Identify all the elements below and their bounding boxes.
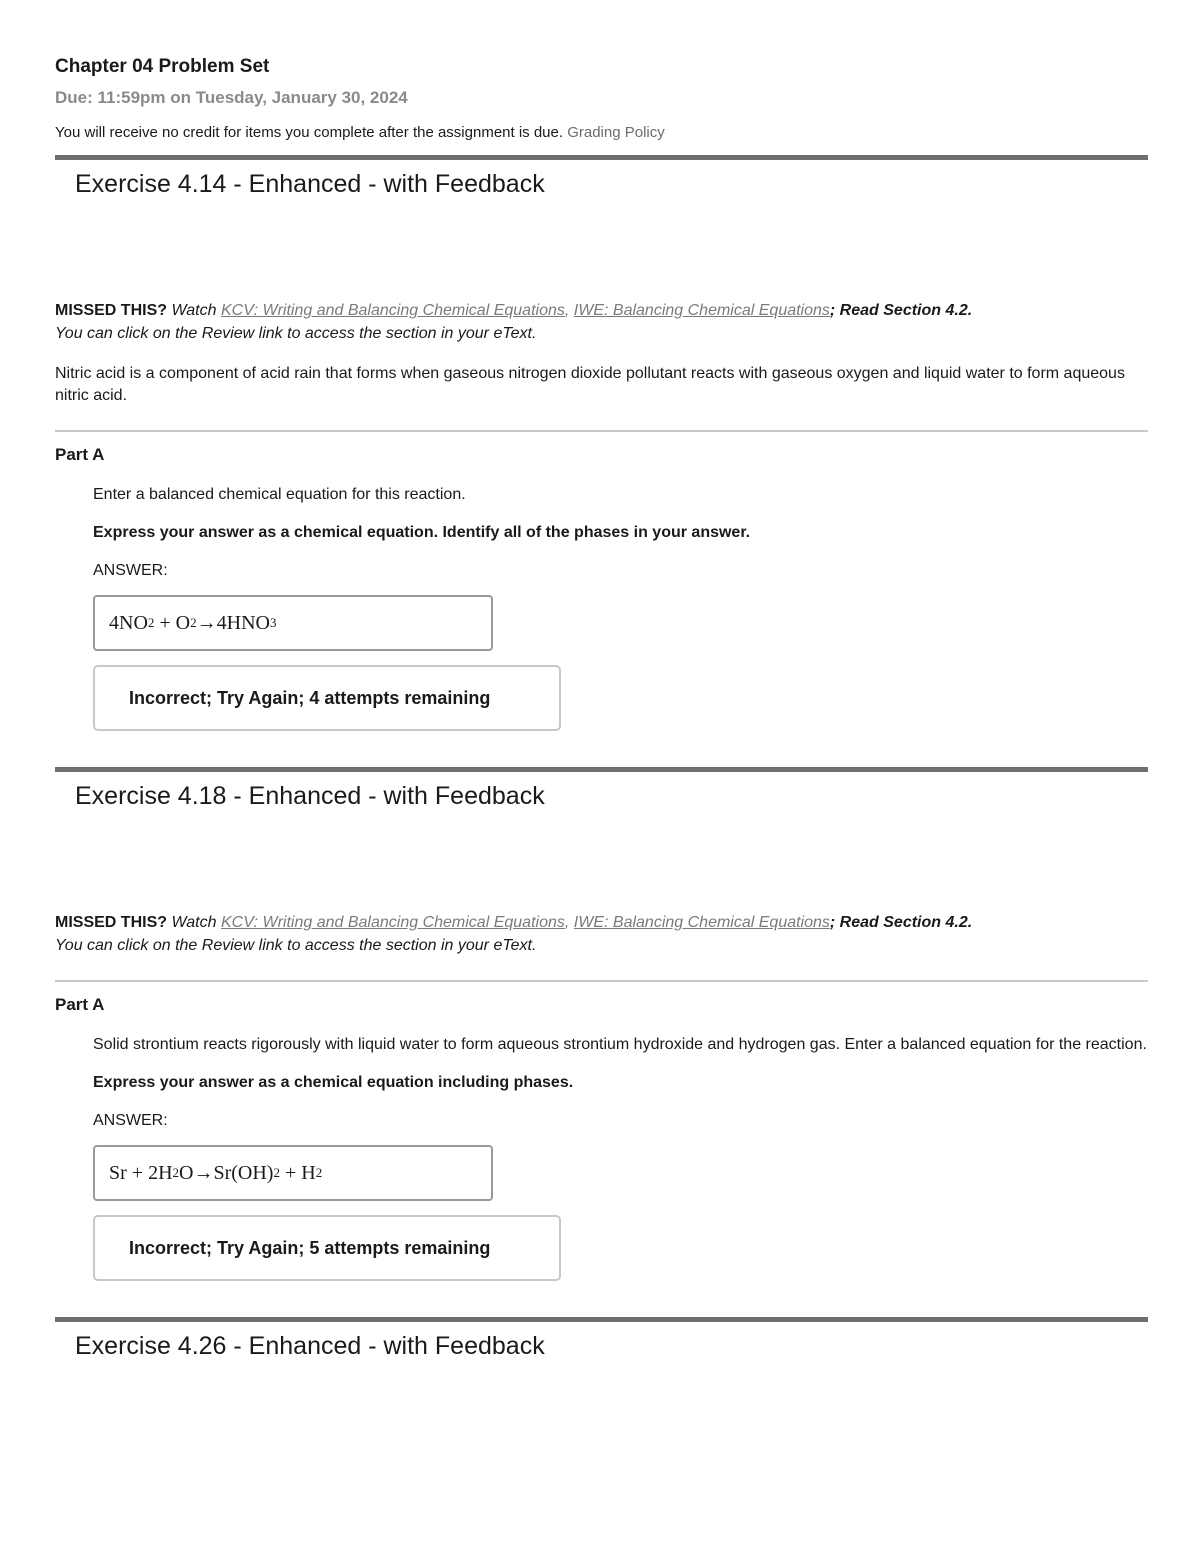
read-section-text: ; Read Section 4.2. bbox=[829, 302, 973, 319]
review-link-note: You can click on the Review link to access the section in your eText. bbox=[55, 325, 537, 342]
equation-subscript: 2 bbox=[147, 615, 155, 630]
part-a bbox=[55, 994, 1148, 1281]
part-divider bbox=[55, 980, 1148, 982]
missed-this-label: MISSED THIS? bbox=[55, 302, 168, 319]
read-section-text: ; Read Section 4.2. bbox=[829, 914, 973, 931]
review-link-note: You can click on the Review link to access the section in your eText. bbox=[55, 937, 537, 954]
feedback-message: Incorrect; Try Again; 5 attempts remaining bbox=[93, 1215, 561, 1281]
answer-instruction: Express your answer as a chemical equation including phases. bbox=[93, 1074, 574, 1091]
kcv-video-link[interactable]: KCV: Writing and Balancing Chemical Equations bbox=[220, 914, 565, 931]
feedback-message: Incorrect; Try Again; 4 attempts remaining bbox=[93, 665, 561, 731]
part-a bbox=[55, 444, 1148, 731]
equation-subscript: 3 bbox=[269, 615, 277, 630]
equation-subscript: 2 bbox=[190, 615, 197, 630]
equation-segment: O→Sr(OH) bbox=[179, 1161, 274, 1184]
exercise-4-14 bbox=[55, 155, 1148, 731]
missed-this-note bbox=[55, 299, 1148, 345]
answer-label: ANSWER: bbox=[93, 562, 168, 579]
equation-subscript: 2 bbox=[273, 1165, 280, 1180]
watch-text: Watch bbox=[171, 914, 217, 931]
assignment-header bbox=[55, 0, 1148, 143]
question-text: Solid strontium reacts rigorously with liquid water to form aqueous strontium hydroxide and hydrogen gas. Enter a balanced equation for the reaction. bbox=[93, 1036, 1147, 1053]
problem-intro: Nitric acid is a component of acid rain that forms when gaseous nitrogen dioxide pollutant reacts with gaseous oxygen and liquid water to form aqueous nitric acid. bbox=[55, 365, 1125, 404]
part-label: Part A bbox=[55, 995, 105, 1014]
part-divider bbox=[55, 430, 1148, 432]
equation-subscript: 2 bbox=[315, 1165, 323, 1180]
exercise-4-26 bbox=[55, 1317, 1148, 1361]
answer-label: ANSWER: bbox=[93, 1112, 168, 1129]
link-separator: , bbox=[564, 302, 570, 319]
equation-segment: 4NO bbox=[109, 611, 148, 634]
equation-segment: →4HNO bbox=[196, 611, 270, 634]
grading-policy-link[interactable]: Grading Policy bbox=[567, 124, 665, 141]
answer-equation-box[interactable] bbox=[93, 1145, 493, 1201]
iwe-video-link[interactable]: IWE: Balancing Chemical Equations bbox=[573, 914, 830, 931]
equation-subscript: 2 bbox=[172, 1165, 180, 1180]
answer-equation-box[interactable] bbox=[93, 595, 493, 651]
kcv-video-link[interactable]: KCV: Writing and Balancing Chemical Equations bbox=[220, 302, 565, 319]
equation-segment: Sr + 2H bbox=[109, 1161, 173, 1184]
link-separator: , bbox=[564, 914, 570, 931]
problem-set-page bbox=[55, 0, 1148, 1361]
watch-text: Watch bbox=[171, 302, 217, 319]
credit-note-text: You will receive no credit for items you complete after the assignment is due. bbox=[55, 124, 564, 141]
exercise-title: Exercise 4.14 - Enhanced - with Feedback bbox=[75, 170, 545, 198]
assignment-title: Chapter 04 Problem Set bbox=[55, 56, 270, 77]
exercise-4-18 bbox=[55, 767, 1148, 1281]
answer-instruction: Express your answer as a chemical equation. Identify all of the phases in your answer. bbox=[93, 524, 751, 541]
exercise-title: Exercise 4.26 - Enhanced - with Feedback bbox=[75, 1332, 545, 1360]
credit-note bbox=[55, 123, 1148, 143]
exercise-title: Exercise 4.18 - Enhanced - with Feedback bbox=[75, 782, 545, 810]
due-date: Due: 11:59pm on Tuesday, January 30, 2024 bbox=[55, 88, 408, 107]
part-label: Part A bbox=[55, 445, 105, 464]
equation-segment: + H bbox=[279, 1161, 316, 1184]
missed-this-note bbox=[55, 911, 1148, 957]
equation-segment: + O bbox=[154, 611, 191, 634]
missed-this-label: MISSED THIS? bbox=[55, 914, 168, 931]
iwe-video-link[interactable]: IWE: Balancing Chemical Equations bbox=[573, 302, 830, 319]
question-text: Enter a balanced chemical equation for this reaction. bbox=[93, 486, 466, 503]
